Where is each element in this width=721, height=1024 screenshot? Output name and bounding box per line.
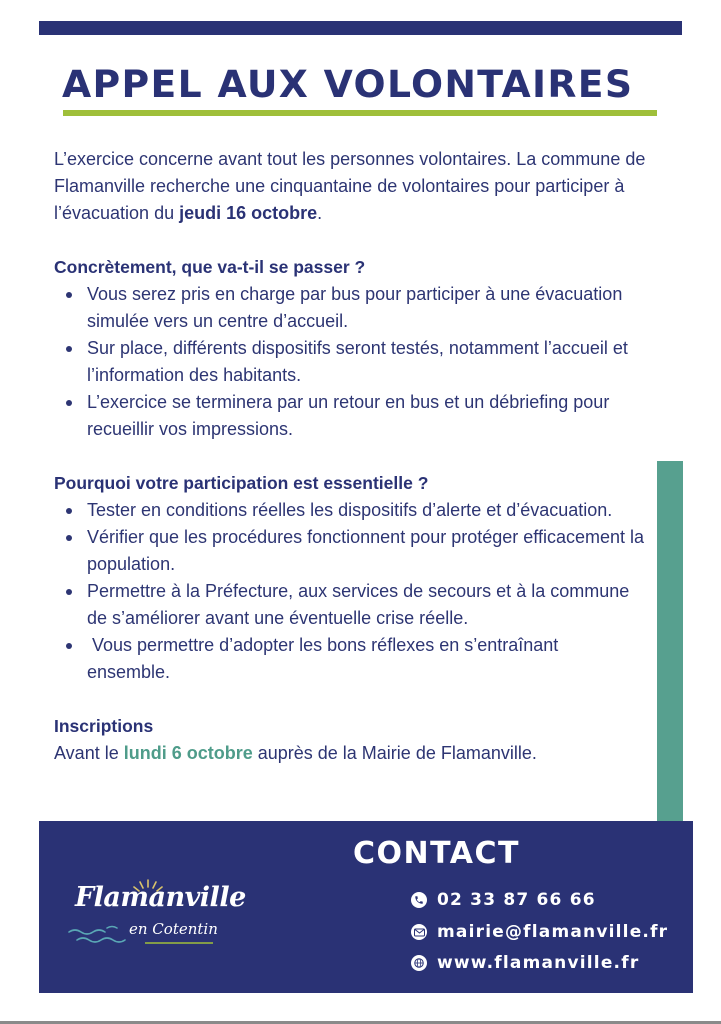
website-url: www.flamanville.fr [437,953,640,973]
logo-subtitle: en Cotentin [129,920,218,938]
contact-footer [39,821,693,993]
email-address: mairie@flamanville.fr [437,922,669,942]
registration-prefix: Avant le [54,743,124,763]
registration-deadline: lundi 6 octobre [123,743,253,763]
logo-wordmark: Flamanville [75,882,246,913]
bullet-icon [66,346,72,352]
bullet-icon [66,535,72,541]
main-content [54,146,674,767]
globe-icon [411,955,427,971]
top-decorative-bar [39,21,682,35]
page-title: APPEL AUX VOLONTAIRES [62,63,634,106]
contact-email[interactable] [411,922,668,942]
section-why-title: Pourquoi votre participation est essentielle ? [54,473,429,493]
registration-suffix: auprès de la Mairie de Flamanville. [252,743,537,763]
intro-text: L’exercice concerne avant tout les personnes volontaires. La commune de Flamanville recherche une cinquantaine de volontaires pour participer à l’évacuation du [54,149,646,223]
contact-website[interactable] [411,953,639,973]
why-list [54,497,644,686]
list-item-text: L’exercice se terminera par un retour en bus et un débriefing pour recueillir vos impressions. [87,392,610,439]
list-item-text: Vous permettre d’adopter les bons réflexes en s’entraînant ensemble. [87,635,564,682]
waves-icon [69,927,125,943]
intro-end: . [317,203,323,223]
list-item-text: Vérifier que les procédures fonctionnent pour protéger efficacement la population. [87,527,644,574]
what-happens-list [54,281,674,443]
list-item [54,524,644,578]
contact-title: CONTACT [353,836,520,871]
intro-paragraph [54,146,674,227]
teal-decorative-bar [657,461,683,821]
list-item [54,578,644,632]
phone-icon [411,892,427,908]
list-item-text: Tester en conditions réelles les dispositifs d’alerte et d’évacuation. [87,500,613,520]
list-item-text: Sur place, différents dispositifs seront testés, notamment l’accueil et l’information des habitants. [87,338,628,385]
registration-title: Inscriptions [54,716,154,736]
list-item [54,497,644,524]
contact-phone[interactable] [411,890,596,910]
list-item [54,632,644,686]
bullet-icon [66,292,72,298]
registration-text [54,740,674,767]
bullet-icon [66,508,72,514]
bullet-icon [66,643,72,649]
bullet-icon [66,589,72,595]
bullet-icon [66,400,72,406]
flamanville-logo [63,876,246,956]
section-what-happens-title: Concrètement, que va-t-il se passer ? [54,257,366,277]
mail-icon [411,924,427,940]
list-item-text: Permettre à la Préfecture, aux services de secours et à la commune de s’améliorer avant une éventuelle crise réelle. [87,581,630,628]
phone-number: 02 33 87 66 66 [437,890,596,910]
list-item-text: Vous serez pris en charge par bus pour participer à une évacuation simulée vers un centre d’accueil. [87,284,623,331]
list-item [54,281,674,335]
list-item [54,389,674,443]
title-underline [63,110,657,116]
event-date: jeudi 16 octobre [179,203,318,223]
list-item [54,335,674,389]
